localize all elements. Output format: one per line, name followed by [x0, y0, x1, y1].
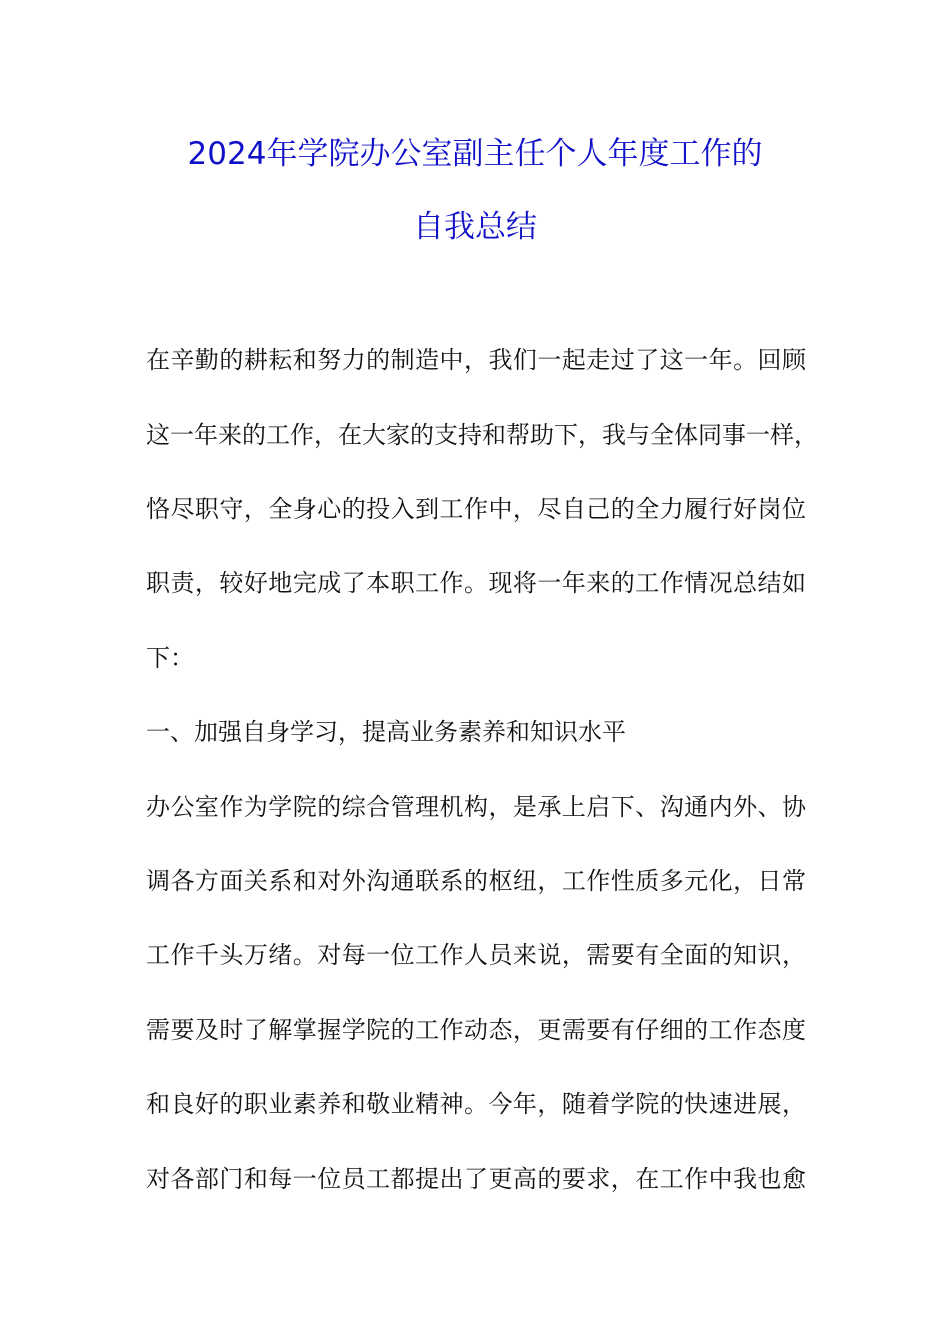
paragraph-line: 需要及时了解掌握学院的工作动态，更需要有仔细的工作态度	[146, 1016, 806, 1044]
paragraph-line: 调各方面关系和对外沟通联系的枢纽，工作性质多元化，日常	[146, 867, 806, 895]
paragraph-line: 职责，较好地完成了本职工作。现将一年来的工作情况总结如	[146, 569, 806, 597]
paragraph-line: 这一年来的工作，在大家的支持和帮助下，我与全体同事一样，	[146, 421, 818, 449]
paragraph-line: 对各部门和每一位员工都提出了更高的要求，在工作中我也愈	[146, 1165, 806, 1193]
paragraph-line: 办公室作为学院的综合管理机构，是承上启下、沟通内外、协	[146, 793, 806, 821]
paragraph-line: 恪尽职守，全身心的投入到工作中，尽自己的全力履行好岗位	[146, 495, 806, 523]
paragraph-line: 在辛勤的耕耘和努力的制造中，我们一起走过了这一年。回顾	[146, 346, 806, 374]
paragraph-line: 下：	[146, 644, 194, 672]
section-heading: 一、加强自身学习，提高业务素养和知识水平	[146, 718, 626, 746]
paragraph-line: 工作千头万绪。对每一位工作人员来说，需要有全面的知识，	[146, 941, 806, 969]
paragraph-line: 和良好的职业素养和敬业精神。今年，随着学院的快速进展，	[146, 1090, 806, 1118]
document-title-line-1: 2024年学院办公室副主任个人年度工作的	[187, 136, 763, 172]
document-title-line-2: 自我总结	[413, 209, 537, 245]
